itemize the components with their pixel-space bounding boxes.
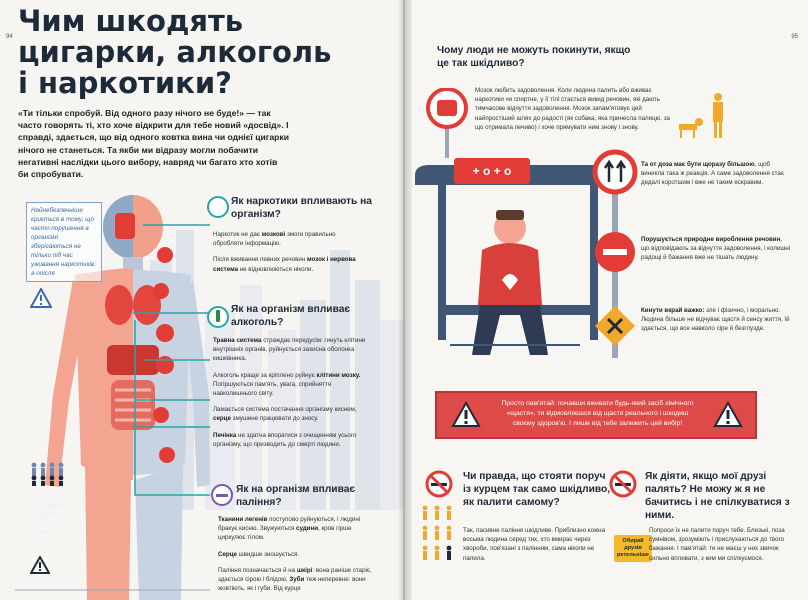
- bottle-icon: [207, 306, 229, 328]
- pleasure-sign: + o + o: [454, 158, 530, 184]
- drugs-heading: Як наркотики впливають на організм?: [231, 196, 372, 220]
- road-signs-post: [585, 148, 645, 358]
- cigarette-icon: [211, 484, 233, 506]
- choose-friends-badge: Обирай друзів ретельніше: [614, 535, 652, 562]
- smoking-paragraph-1: Тканини легенів поступово руйнуються, і людині бракує кисню. Звужуються судини, кров гірше циркулює тілом.: [218, 516, 361, 542]
- warning-icon: [30, 556, 50, 574]
- smoking-friends-answer: Попроси їх не палити поруч тебе. Близькі, поза сумнівом, зрозуміють і прислухаються до твого бажання. І пам'ятай: ти не маєш у них звичок сильно впливати, з ким ми спілкуємося.: [649, 527, 785, 562]
- no-smoking-icon: [609, 470, 637, 498]
- dose-text: Та от доза має бути щоразу більшою, щоб виникла така ж реакція. А саме задоволення стає дедалі коротшим і вже не таким яскравим.: [641, 161, 785, 187]
- intro-paragraph: «Ти тільки спробуй. Від одного разу нічого не буде!» — так часто говорять ті, хто хоче відкрити для тебе новий «досвід». І справді, здається, що від одного ковтка вина чи однієї цигарки нічого не станеться. Та якби ми відразу могли побачити негативні наслідки цього вибору, навряд чи багато хто хотів би спробувати.: [18, 108, 289, 180]
- passive-smoking-question: Чи правда, що стояти поруч із курцем так само шкідливо, як палити самому?: [463, 471, 611, 508]
- smoking-text: [218, 515, 376, 600]
- natural-production-text: Порушується природне вироблення речовин, що відповідають за відчуття задоволення, і колишні радощі й бажання вже не тішать людину.: [641, 236, 791, 262]
- hard-to-quit-text: Кинути вкрай важко: зле і фізично, і морально. Людина більше не відчуває щастя й сенсу життя, їй здається, що все навколо сіре й безглузде.: [641, 307, 790, 333]
- people-icon: [421, 505, 457, 565]
- drugs-icon: [207, 196, 229, 218]
- right-page: [405, 0, 808, 600]
- book-gutter: [398, 0, 412, 600]
- alcohol-paragraph-4: Печінка не здатна впоратися з очищенням усього організму, що призводить до смерті людини.: [213, 431, 357, 448]
- alcohol-heading: Як на організм впливає алкоголь?: [231, 304, 350, 328]
- smoking-friends-question: Як діяти, якщо мої друзі палять? Не можу ж я не бачитись і не спілкуватися з ними.: [645, 471, 790, 521]
- dog-and-person-icon: [673, 92, 733, 140]
- drugs-paragraph-2: Після вживання певних речовин мозок і нервова система не відновлюються ніколи.: [213, 256, 356, 273]
- no-smoking-icon: [425, 470, 453, 498]
- people-icon: [30, 462, 80, 486]
- smoking-paragraph-3: Паління позначається й на шкірі: вона раніше старіє, здається сірою і блідою. Зуби теж неперевне: вони жовтіють, як і губи. Від курця: [218, 566, 372, 593]
- smoking-paragraph-2: Серце швидше зношується.: [218, 550, 300, 558]
- danger-note-box: Найнебезпечніше криється в тому, що часто порушення в організмі зберігаються не тільки під час уживання наркотиків, а опісля: [26, 202, 102, 282]
- brain-icon: [115, 213, 135, 239]
- page-title: Чим шкодять цигарки, алкоголь і наркотики?: [18, 4, 332, 100]
- alcohol-paragraph-3: Ламається система постачання організму киснем, серце змушене працювати до зносу.: [213, 406, 357, 423]
- reminder-banner: [435, 391, 757, 439]
- reminder-text: Просто пам'ятай: почавши вживати будь-який засіб хімічного «щастя», ти відмовляєшся від щастя реального і шкодиш своєму здоров'ю. І лише від тебе залежить цей вибір!: [501, 400, 694, 427]
- smoking-heading: Як на організм впливає паління?: [236, 484, 355, 508]
- page-number-left: 94: [6, 34, 13, 40]
- warning-icon: [30, 288, 52, 308]
- alcohol-paragraph-2: Алкоголь краще за кріплено руйнує клітини мозку. Погіршуються пам'ять, увага, сприйняття навколишнього світу.: [213, 371, 361, 398]
- brain-pleasure-text: Мозок любить задоволення. Коли людина палить або вживає наркотики чи спиртне, у її тілі стається викид речовин, які дають тимчасове відчуття задоволення. Мозок запам'ятовує цей найпростіший шлях до радості (як собака, яка принесла палицю, за що отримала печиво) і хоче прямувати ним знову і знову.: [475, 87, 671, 131]
- drugs-paragraph-1: Наркотик не дає мозкові змоги правильно обробляти інформацію.: [213, 231, 336, 248]
- passive-smoking-answer: Так, пасивне паління шкідливе. Приблизно кожна восьма людина серед тих, хто вмирає через хвороби, пов'язані з палінням, сама ніколи не палила.: [463, 527, 606, 562]
- page-number-right: 95: [791, 34, 798, 40]
- left-page: [0, 0, 403, 600]
- smoking-death-note: Кожен другий курець умирає від хвороби, пов'язаної з палінням: [26, 493, 69, 536]
- smoking-section: [236, 483, 386, 509]
- right-heading: Чому люди не можуть покинути, якщо це так шкідливо?: [437, 45, 631, 69]
- alcohol-text: [213, 336, 371, 456]
- drugs-text: [213, 230, 363, 281]
- warning-icon: [451, 401, 481, 428]
- drugs-section: [231, 195, 381, 221]
- alcohol-section: [231, 303, 381, 329]
- alcohol-paragraph-1: Травна система страждає передусім: гинуть клітини внутрішніх органів, руйнується захисна оболонка кишківника.: [213, 337, 366, 363]
- warning-icon: [713, 401, 743, 428]
